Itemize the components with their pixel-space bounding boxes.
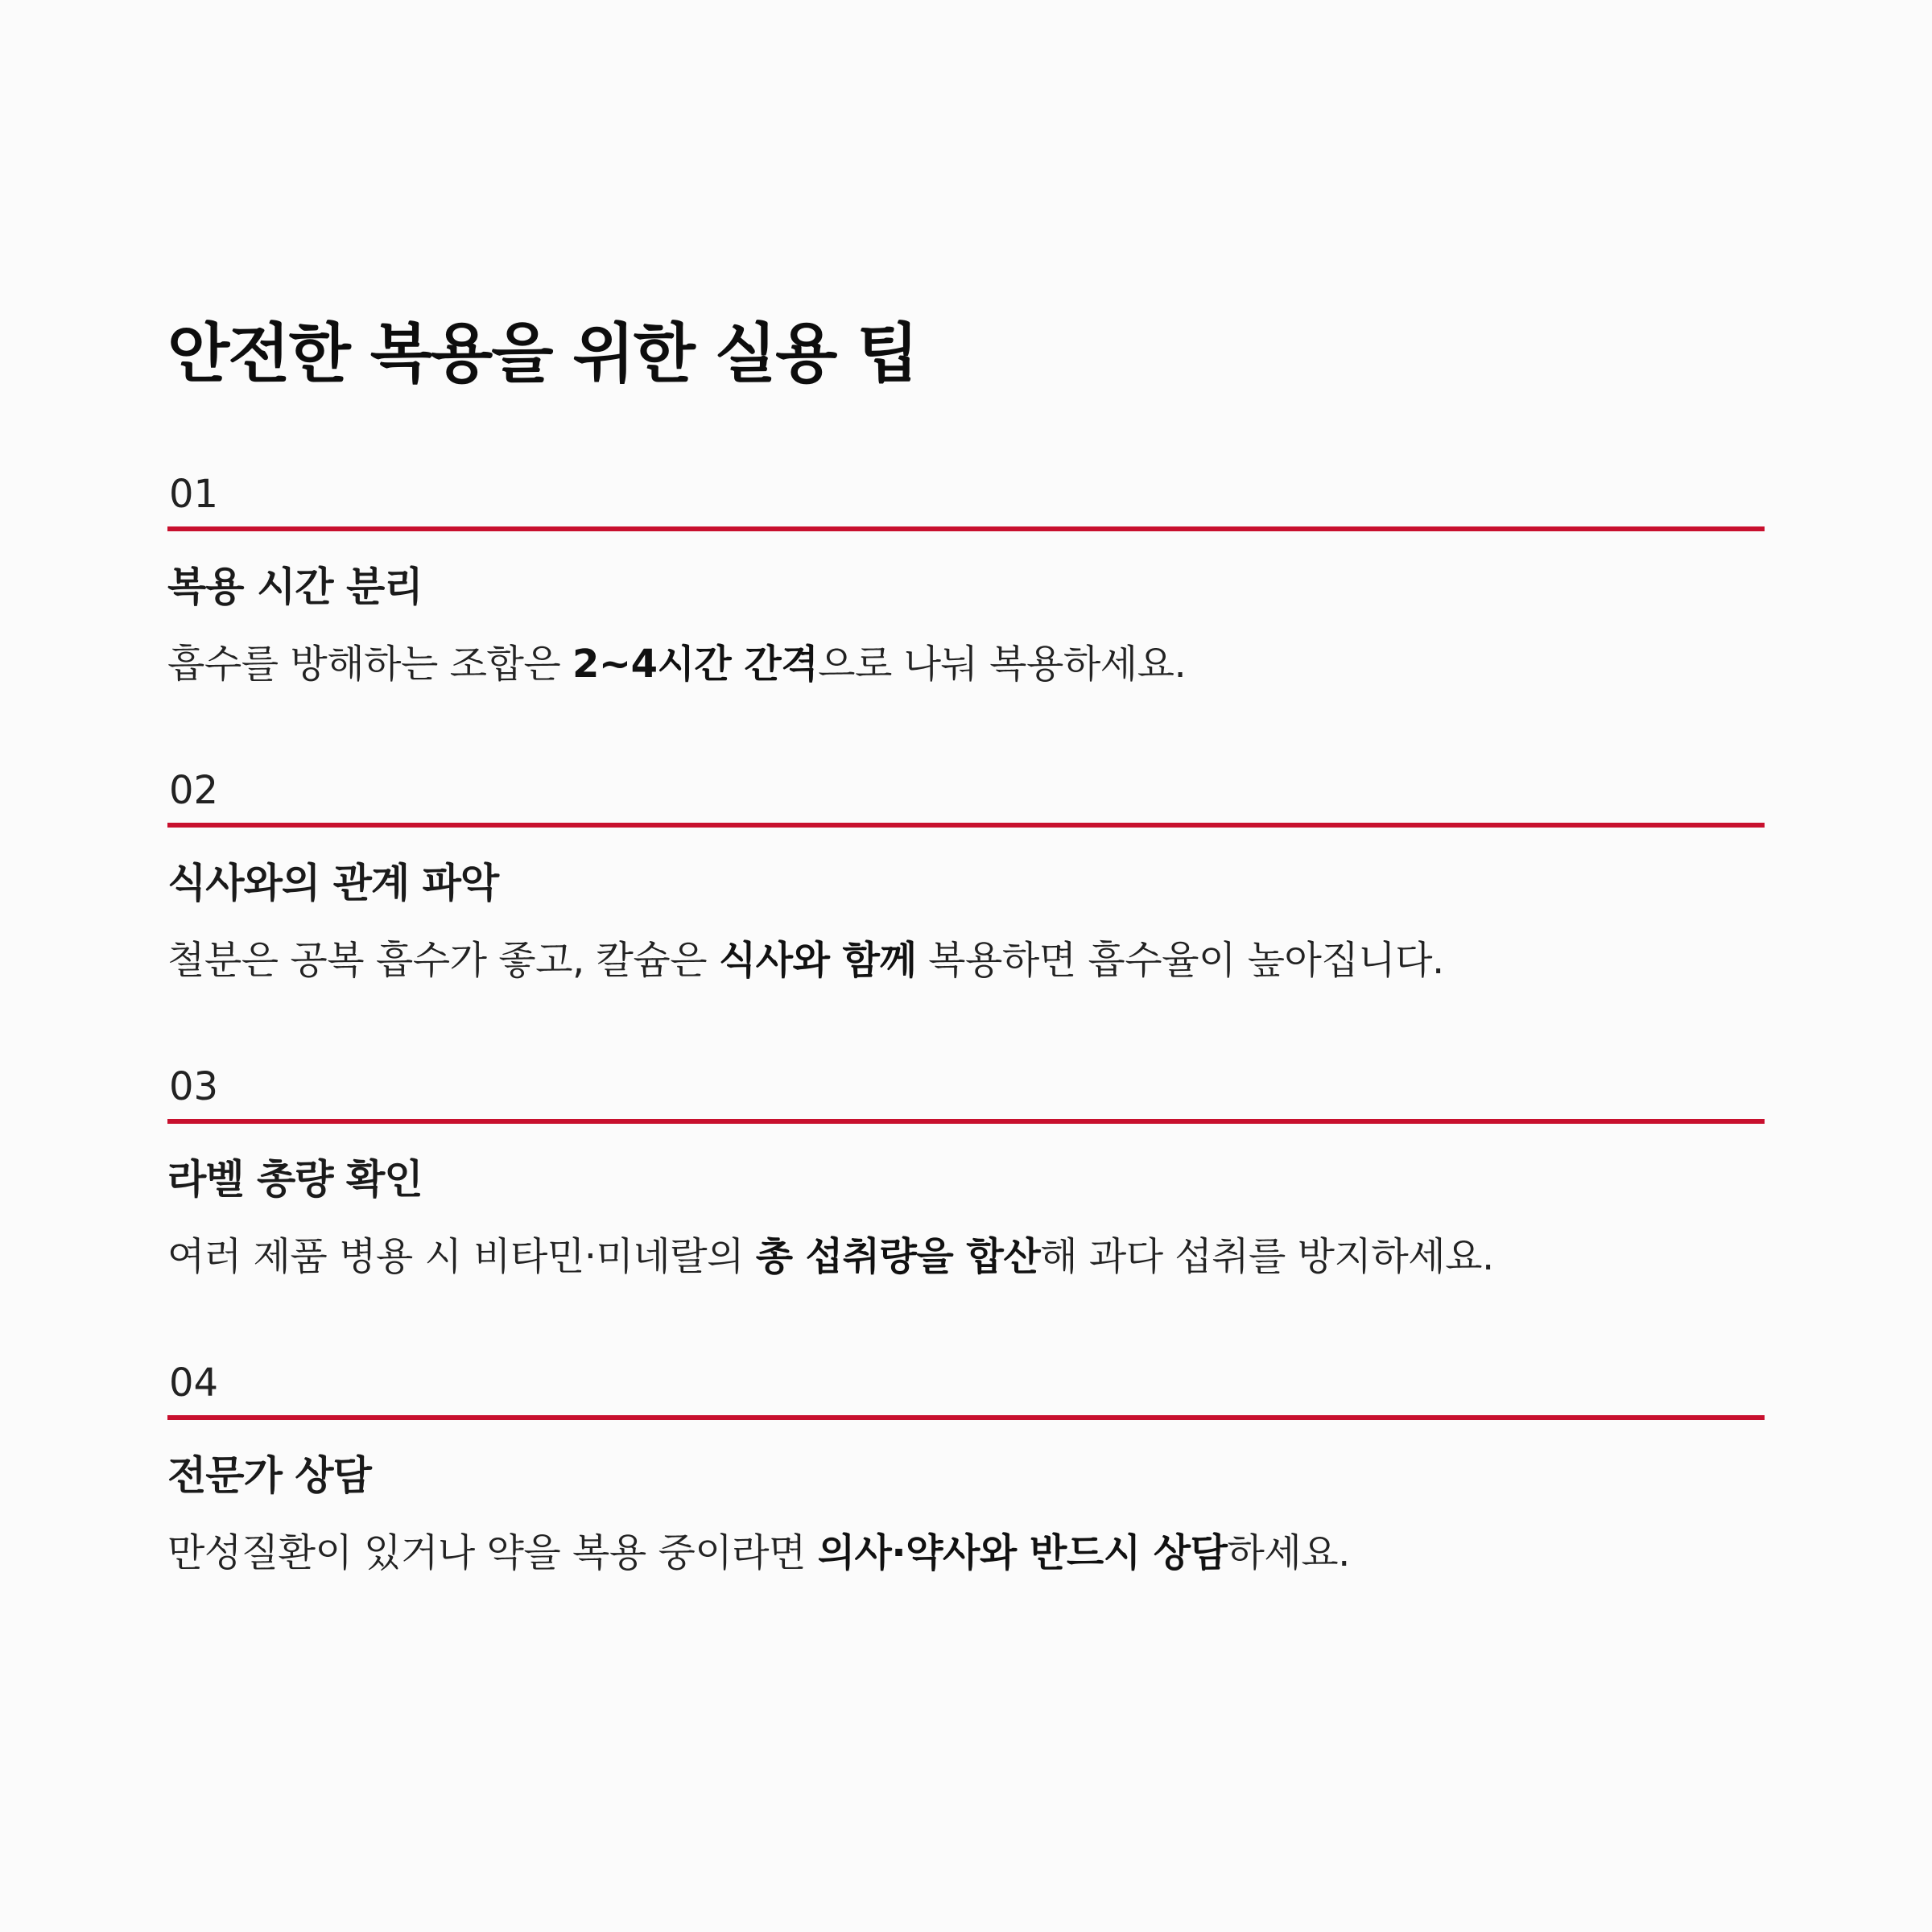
tip-number: 01 [169,472,219,517]
tip-description [167,636,1765,692]
tip-text-highlight: 2~4시간 간격 [572,642,819,687]
tip-text-highlight: 총 섭취량을 합산 [755,1234,1041,1279]
tip-divider [167,526,1765,531]
tip-divider [167,1119,1765,1124]
tips-page [167,306,1765,1653]
tip-text-after: 복용하면 흡수율이 높아집니다. [916,938,1444,983]
tip-text-before: 만성질환이 있거나 약을 복용 중이라면 [167,1530,818,1575]
tip-number: 04 [169,1360,219,1406]
tip-number: 02 [169,768,219,813]
tip-item [167,469,1765,765]
tip-description [167,1525,1765,1581]
tip-heading: 복용 시간 분리 [167,564,423,610]
tip-heading: 라벨 총량 확인 [167,1156,423,1203]
tips-list [167,469,1765,1653]
tip-heading: 식사와의 관계 파악 [167,860,499,906]
tip-text-before: 여러 제품 병용 시 비타민·미네랄의 [167,1234,756,1279]
tip-description [167,1228,1765,1285]
tip-item [167,765,1765,1061]
tip-text-before: 철분은 공복 흡수가 좋고, 칼슘은 [167,938,719,983]
tip-divider [167,1415,1765,1420]
tip-text-after: 해 과다 섭취를 방지하세요. [1040,1234,1494,1279]
page-title: 안전한 복용을 위한 실용 팁 [167,316,918,391]
tip-text-highlight: 식사와 함께 [718,938,917,983]
tip-item [167,1357,1765,1653]
tip-heading: 전문가 상담 [167,1452,371,1499]
tip-item [167,1061,1765,1357]
tip-description [167,932,1765,989]
tip-text-after: 하세요. [1227,1530,1350,1575]
tip-text-before: 흡수를 방해하는 조합은 [167,642,572,687]
tip-number: 03 [169,1064,219,1109]
tip-text-after: 으로 나눠 복용하세요. [818,642,1187,687]
tip-text-highlight: 의사·약사와 반드시 상담 [817,1530,1228,1575]
tip-divider [167,823,1765,828]
